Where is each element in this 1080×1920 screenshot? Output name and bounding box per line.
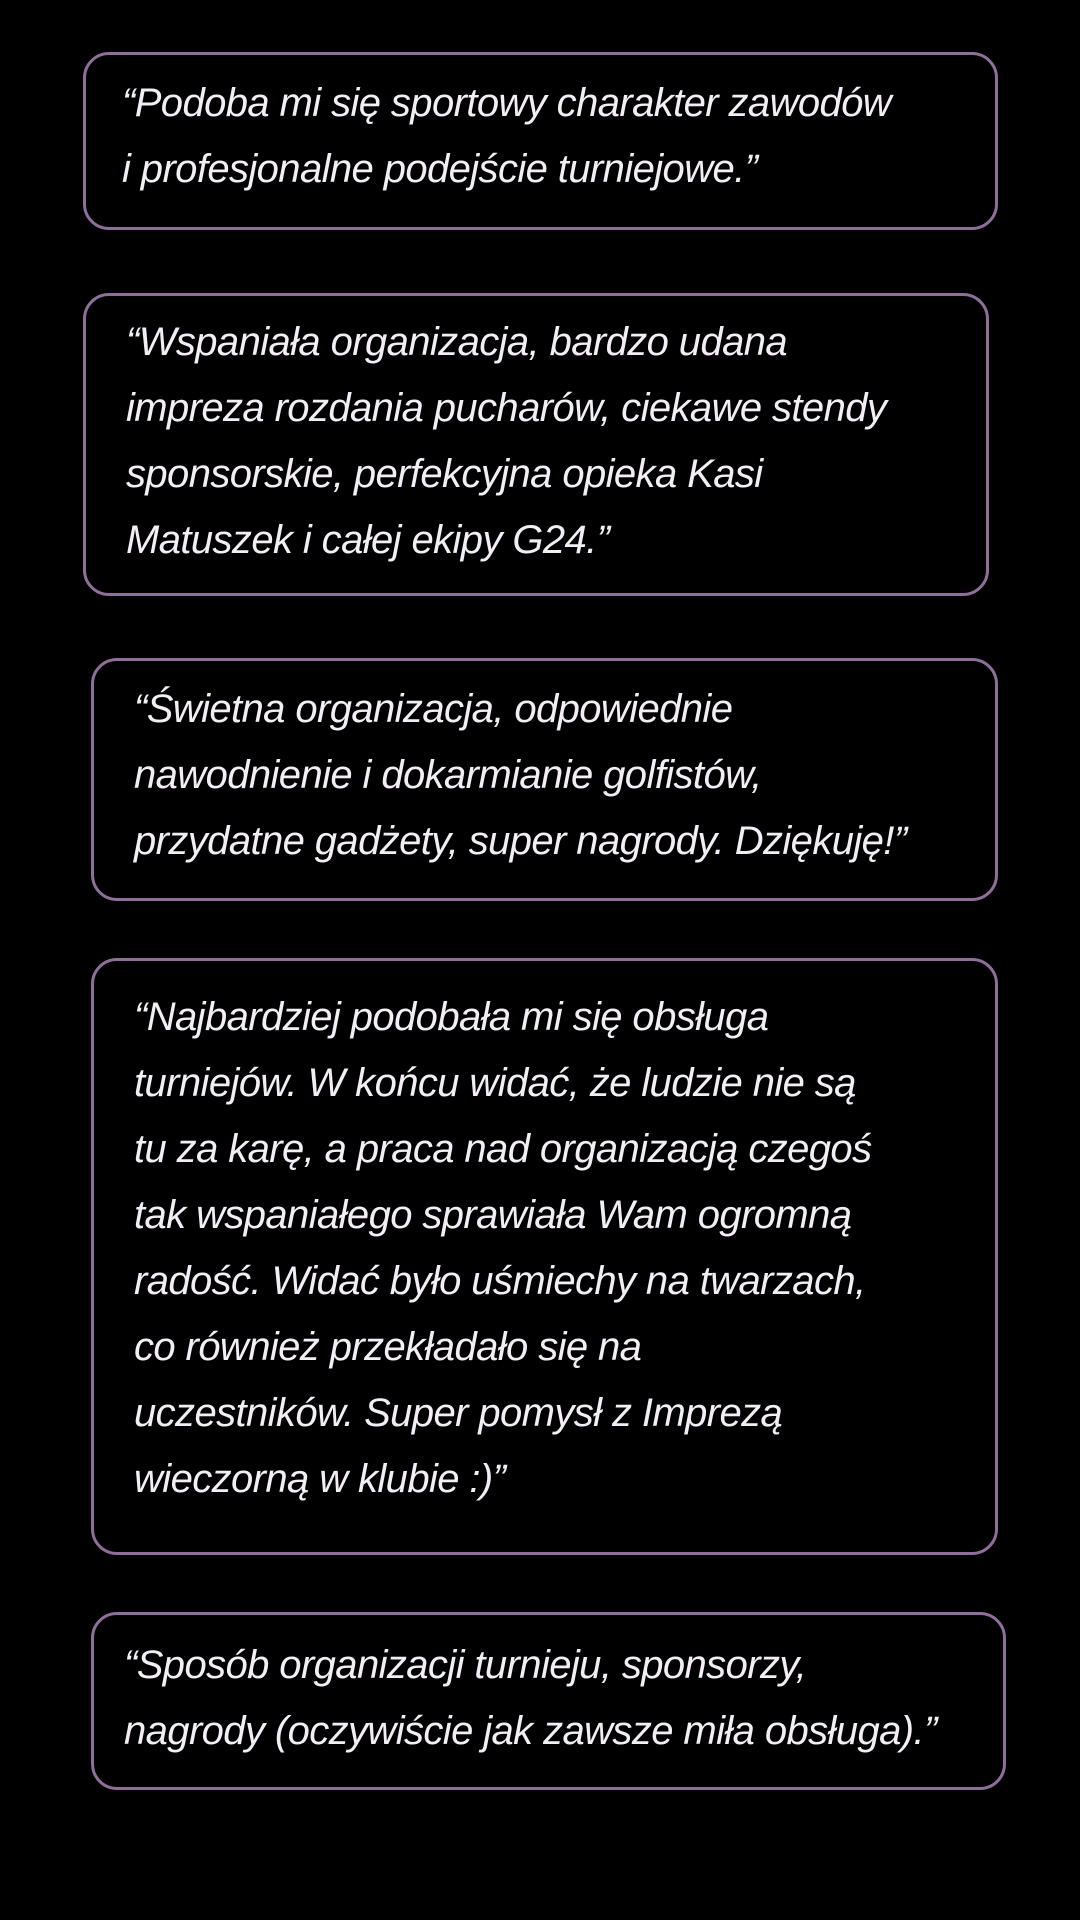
testimonial-quote: “Sposób organizacji turnieju, sponsorzy, nagrody (oczywiście jak zawsze miła obsługa).” (124, 1643, 937, 1753)
testimonial-quote: “Podoba mi się sportowy charakter zawodów i profesjonalne podejście turniejowe.” (122, 81, 892, 191)
testimonial-quote: “Świetna organizacja, odpowiednie nawodnienie i dokarmianie golfistów, przydatne gadżety, super nagrody. Dziękuję!” (134, 687, 907, 863)
testimonial-quote: “Najbardziej podobała mi się obsługa turniejów. W końcu widać, że ludzie nie są tu za karę, a praca nad organizacją czegoś tak wspaniałego sprawiała Wam ogromną radość. Widać było uśmiechy na twarzach, co również przekładało się na uczestników. Super pomysł z Imprezą wieczorną w klubie :)” (134, 995, 872, 1501)
testimonial-quote: “Wspaniała organizacja, bardzo udana impreza rozdania pucharów, ciekawe stendy sponsorskie, perfekcyjna opieka Kasi Matuszek i całej ekipy G24.” (126, 320, 887, 562)
